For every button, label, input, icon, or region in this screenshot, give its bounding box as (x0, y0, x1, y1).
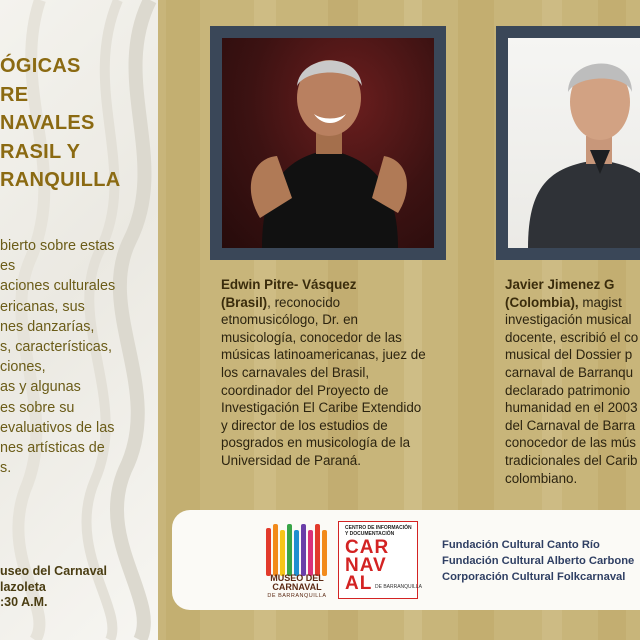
event-location: lazoleta (0, 579, 46, 594)
title-line: NAVALES (0, 112, 95, 134)
speaker-bio (505, 276, 638, 487)
bio-line: del Carnaval de Barra (505, 417, 636, 433)
speaker-bio (221, 276, 426, 470)
event-title (0, 52, 120, 195)
event-details (0, 564, 107, 611)
event-description (0, 236, 158, 478)
organization-name: Corporación Cultural Folkcarnaval (442, 570, 626, 583)
description-line: es sobre su (0, 399, 75, 416)
speaker-photo (222, 38, 434, 248)
speaker-photo (508, 38, 640, 248)
bio-line: los carnavales del Brasil, (221, 364, 370, 380)
description-line: aciones culturales (0, 278, 116, 295)
speakers-panel (158, 0, 640, 640)
organization-name: Fundación Cultural Canto Río (442, 539, 600, 551)
sponsor-logos-strip (172, 510, 640, 610)
cidc-heading (345, 526, 412, 537)
bio-line: músicas latinoamericanas, juez de (221, 347, 426, 363)
bio-line: coordinador del Proyecto de (221, 382, 389, 398)
portrait-illustration (508, 38, 640, 248)
bio-line: Universidad de Paraná. (221, 452, 361, 468)
left-panel (0, 0, 158, 640)
museo-line: MUSEO DEL (270, 573, 324, 583)
cidc-heading-line: Y DOCUMENTACIÓN (345, 530, 395, 537)
event-venue: useo del Carnaval (0, 564, 107, 578)
description-line: es (0, 258, 16, 275)
bio-line: y director de los estudios de (221, 417, 388, 433)
title-line: RE (0, 83, 29, 106)
carnaval-documentation-center-logo (338, 521, 422, 599)
description-line: s. (0, 460, 12, 477)
bio-line: docente, escribió el co (505, 329, 639, 345)
bio-line: tradicionales del Carib (505, 452, 638, 468)
description-line: ciones, (0, 359, 46, 376)
cidc-subtitle: DE BARRANQUILLA (375, 584, 422, 590)
bio-line (505, 294, 638, 312)
organization-name: Fundación Cultural Alberto Carbone (442, 554, 635, 567)
bio-line: colombiano. (505, 470, 578, 486)
speaker-name: Edwin Pitre- Vásquez (221, 277, 357, 292)
bio-line: etnomusicólogo, Dr. en (221, 312, 358, 328)
bio-line: musicología, conocedor de las (221, 329, 402, 345)
description-line: s, características, (0, 339, 112, 356)
event-time: :30 A.M. (0, 595, 48, 609)
bio-line (221, 294, 426, 312)
title-line: ÓGICAS (0, 55, 81, 77)
museo-line: CARNAVAL (272, 582, 322, 592)
bio-line: conocedor de las mús (505, 435, 637, 451)
cidc-word-line: AL (345, 573, 373, 594)
title-line: RASIL Y (0, 140, 81, 163)
description-line: ericanas, sus (0, 298, 85, 315)
cidc-word-line: NAV (345, 555, 387, 576)
bio-line: Investigación El Caribe Extendido (221, 400, 422, 416)
cidc-heading-line: CENTRO DE INFORMACIÓN (345, 525, 412, 531)
speaker-photo-frame (210, 26, 446, 260)
bio-line: humanidad en el 2003 (505, 400, 638, 416)
description-line: nes danzarías, (0, 318, 95, 335)
speaker-photo-frame (496, 26, 640, 260)
organizations-list (442, 538, 634, 585)
cidc-word-line: CAR (345, 537, 390, 558)
speaker-name: Javier Jimenez G (505, 277, 615, 292)
museo-line: DE BARRANQUILLA (267, 593, 327, 599)
speaker-country: (Colombia), (505, 294, 579, 310)
bio-line: posgrados en musicología de la (221, 435, 411, 451)
bio-line: musical del Dossier p (505, 347, 633, 363)
bio-line: investigación musical (505, 312, 632, 328)
speaker-country: (Brasil) (221, 294, 268, 310)
bio-text: magist (578, 294, 622, 310)
bio-text: , reconocido (267, 294, 341, 310)
museo-logo-text (252, 574, 342, 601)
description-line: nes artísticas de (0, 440, 105, 457)
description-line: as y algunas (0, 379, 81, 396)
title-line: RANQUILLA (0, 169, 121, 191)
portrait-illustration (222, 38, 434, 248)
description-line: evaluativos de las (0, 419, 115, 436)
bio-line: declarado patrimonio (505, 382, 631, 398)
bio-line: carnaval de Barranqu (505, 364, 634, 380)
description-line: bierto sobre estas (0, 238, 115, 254)
